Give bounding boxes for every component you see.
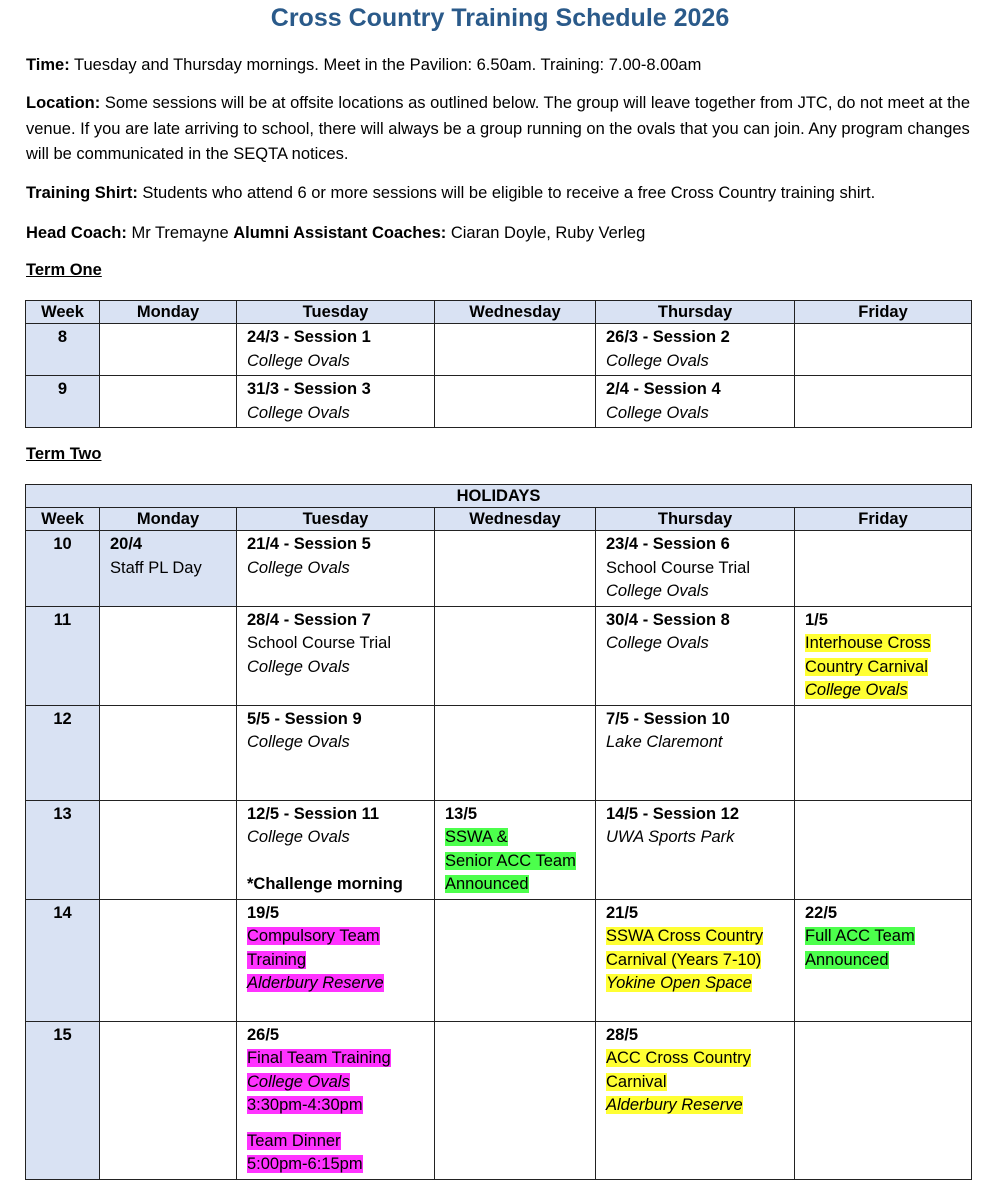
- wednesday-cell: [435, 376, 596, 428]
- event-time: 5:00pm-6:15pm: [247, 1155, 363, 1173]
- table-row: [26, 800, 972, 899]
- event-date: 26/5: [247, 1025, 280, 1044]
- wednesday-cell: [435, 1021, 596, 1179]
- wednesday-cell: [435, 531, 596, 607]
- event-location: Alderbury Reserve: [606, 1096, 743, 1114]
- tuesday-cell: [237, 800, 435, 899]
- tuesday-cell: [237, 606, 435, 705]
- table-row: [26, 376, 972, 428]
- time-label: Time:: [26, 56, 70, 74]
- shirt-text: Students who attend 6 or more sessions will be eligible to receive a free Cross Country training shirt.: [137, 184, 876, 202]
- friday-cell: [795, 324, 972, 376]
- week-cell: 11: [26, 606, 100, 705]
- week-cell: 8: [26, 324, 100, 376]
- session-text: School Course Trial: [247, 634, 391, 652]
- header-friday: Friday: [795, 301, 972, 324]
- monday-cell: [100, 899, 237, 1021]
- event-text: ACC Cross Country: [606, 1049, 751, 1067]
- week-cell: 9: [26, 376, 100, 428]
- event-date: 28/5: [606, 1025, 639, 1044]
- coach-paragraph: [26, 221, 976, 247]
- header-thursday: Thursday: [596, 508, 795, 531]
- header-tuesday: Tuesday: [237, 508, 435, 531]
- wednesday-cell: [435, 324, 596, 376]
- session-title: 14/5 - Session 12: [606, 804, 739, 823]
- session-title: 31/3 - Session 3: [247, 380, 371, 398]
- table-row: [26, 606, 972, 705]
- holidays-row: [26, 485, 972, 508]
- event-date: 13/5: [445, 804, 478, 823]
- header-week: Week: [26, 508, 100, 531]
- tuesday-cell: [237, 1021, 435, 1179]
- location-paragraph: [26, 91, 976, 168]
- session-location: College Ovals: [606, 351, 709, 370]
- event-location: Yokine Open Space: [606, 974, 752, 992]
- thursday-cell: [596, 324, 795, 376]
- session-location: UWA Sports Park: [606, 828, 735, 846]
- page-title: Cross Country Training Schedule 2026: [270, 4, 730, 32]
- wednesday-cell: [435, 705, 596, 800]
- table-header-row: [26, 508, 972, 531]
- header-tuesday: Tuesday: [237, 301, 435, 324]
- monday-cell: [100, 705, 237, 800]
- monday-cell: [100, 1021, 237, 1179]
- header-monday: Monday: [100, 508, 237, 531]
- location-text: Some sessions will be at offsite locations as outlined below. The group will leave together from JTC, do not meet at the venue. If you are late arriving to school, there will always be a group running on the ovals that you can join. Any program changes will be communicated in the SEQTA notices.: [26, 94, 971, 163]
- session-title: 7/5 - Session 10: [606, 709, 730, 728]
- coach-text: Mr Tremayne: [126, 224, 234, 242]
- session-location: College Ovals: [606, 403, 709, 422]
- table-row: [26, 705, 972, 800]
- session-location: Lake Claremont: [606, 733, 723, 751]
- event-location: College Ovals: [247, 1072, 350, 1091]
- event-date: 21/5: [606, 903, 639, 922]
- tuesday-cell: [237, 705, 435, 800]
- session-location: College Ovals: [247, 558, 350, 577]
- term-one-table: [25, 300, 972, 428]
- event-date: 19/5: [247, 903, 280, 922]
- term-two-table: [25, 484, 972, 1180]
- week-cell: 14: [26, 899, 100, 1021]
- thursday-cell: [596, 800, 795, 899]
- session-location: College Ovals: [247, 403, 350, 422]
- event-text: Country Carnival: [805, 657, 928, 676]
- event-text: Carnival: [606, 1072, 667, 1091]
- session-text: School Course Trial: [606, 558, 750, 577]
- session-title: 5/5 - Session 9: [247, 709, 362, 728]
- header-thursday: Thursday: [596, 301, 795, 324]
- session-title: 12/5 - Session 11: [247, 804, 380, 823]
- monday-cell: [100, 606, 237, 705]
- event-text: Interhouse Cross: [805, 634, 931, 652]
- event-text: Final Team Training: [247, 1049, 391, 1067]
- event-date: 20/4: [110, 535, 143, 553]
- table-row: [26, 531, 972, 607]
- event-text: Staff PL Day: [110, 558, 202, 577]
- session-location: College Ovals: [247, 828, 350, 846]
- table-row: [26, 1021, 972, 1179]
- assistant-label: Alumni Assistant Coaches:: [233, 224, 447, 242]
- thursday-cell: [596, 705, 795, 800]
- session-title: 23/4 - Session 6: [606, 535, 730, 553]
- tuesday-cell: [237, 324, 435, 376]
- header-monday: Monday: [100, 301, 237, 324]
- event-location: College Ovals: [805, 681, 908, 699]
- thursday-cell: [596, 376, 795, 428]
- event-text: Senior ACC Team: [445, 851, 576, 870]
- table-row: [26, 899, 972, 1021]
- week-cell: 10: [26, 531, 100, 607]
- header-friday: Friday: [795, 508, 972, 531]
- holidays-banner: HOLIDAYS: [26, 485, 972, 508]
- session-location: College Ovals: [247, 733, 350, 751]
- friday-cell: [795, 899, 972, 1021]
- friday-cell: [795, 800, 972, 899]
- friday-cell: [795, 606, 972, 705]
- event-location: Alderbury Reserve: [247, 974, 384, 992]
- time-paragraph: [26, 53, 976, 79]
- table-row: [26, 324, 972, 376]
- wednesday-cell: [435, 800, 596, 899]
- event-text: Carnival (Years 7-10): [606, 950, 762, 969]
- session-title: 2/4 - Session 4: [606, 380, 721, 398]
- monday-cell: [100, 376, 237, 428]
- header-wednesday: Wednesday: [435, 301, 596, 324]
- session-title: 30/4 - Session 8: [606, 610, 730, 629]
- session-title: 21/4 - Session 5: [247, 535, 371, 553]
- friday-cell: [795, 705, 972, 800]
- session-title: 26/3 - Session 2: [606, 328, 730, 346]
- table-header-row: [26, 301, 972, 324]
- session-location: College Ovals: [606, 634, 709, 652]
- event-text: Announced: [805, 950, 889, 969]
- friday-cell: [795, 376, 972, 428]
- thursday-cell: [596, 531, 795, 607]
- event-text: SSWA &: [445, 828, 508, 846]
- monday-cell: [100, 324, 237, 376]
- term-two-heading: Term Two: [26, 445, 102, 463]
- session-title: 28/4 - Session 7: [247, 610, 371, 629]
- time-text: Tuesday and Thursday mornings. Meet in the Pavilion: 6.50am. Training: 7.00-8.00am: [69, 56, 702, 74]
- shirt-paragraph: [26, 181, 976, 207]
- wednesday-cell: [435, 606, 596, 705]
- location-label: Location:: [26, 94, 101, 112]
- session-location: College Ovals: [247, 351, 350, 370]
- thursday-cell: [596, 1021, 795, 1179]
- event-text: Full ACC Team: [805, 927, 915, 945]
- tuesday-cell: [237, 376, 435, 428]
- event-text: Announced: [445, 875, 529, 893]
- event-text: Training: [247, 950, 306, 969]
- session-location: College Ovals: [606, 582, 709, 600]
- term-one-heading: Term One: [26, 261, 102, 279]
- event-time: 3:30pm-4:30pm: [247, 1096, 363, 1114]
- thursday-cell: [596, 899, 795, 1021]
- coach-label: Head Coach:: [26, 224, 127, 242]
- week-cell: 15: [26, 1021, 100, 1179]
- event-text: Team Dinner: [247, 1131, 341, 1150]
- week-cell: 13: [26, 800, 100, 899]
- event-text: SSWA Cross Country: [606, 927, 764, 945]
- tuesday-cell: [237, 899, 435, 1021]
- header-wednesday: Wednesday: [435, 508, 596, 531]
- assistant-text: Ciaran Doyle, Ruby Verleg: [446, 224, 646, 242]
- event-text: Compulsory Team: [247, 927, 380, 945]
- event-date: 1/5: [805, 610, 828, 629]
- shirt-label: Training Shirt:: [26, 184, 138, 202]
- monday-cell: [100, 800, 237, 899]
- thursday-cell: [596, 606, 795, 705]
- session-title: 24/3 - Session 1: [247, 328, 371, 346]
- week-cell: 12: [26, 705, 100, 800]
- session-location: College Ovals: [247, 657, 350, 676]
- wednesday-cell: [435, 899, 596, 1021]
- event-date: 22/5: [805, 903, 838, 922]
- friday-cell: [795, 1021, 972, 1179]
- monday-cell: [100, 531, 237, 607]
- tuesday-cell: [237, 531, 435, 607]
- session-note: *Challenge morning: [247, 875, 403, 893]
- friday-cell: [795, 531, 972, 607]
- header-week: Week: [26, 301, 100, 324]
